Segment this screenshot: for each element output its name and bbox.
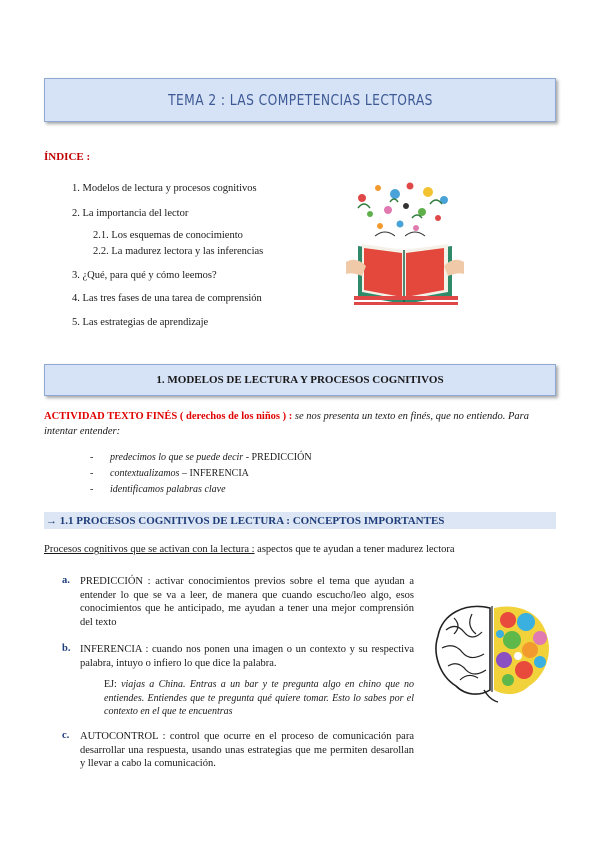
open-book-illustration xyxy=(340,178,470,308)
index-heading: ÍNDICE : xyxy=(44,151,91,163)
procesos-intro-underlined: Procesos cognitivos que se activan con la lectura : xyxy=(44,544,255,555)
activity-label: ACTIVIDAD TEXTO FINÉS ( derechos de los niños ) : xyxy=(44,411,293,422)
bullet-item-3 xyxy=(90,484,226,495)
item-b-text: INFERENCIA : cuando nos ponen una imagen o un contexto y su respectiva palabra, intuyo o infiero lo que dice la palabra. xyxy=(80,644,414,669)
bullet-text: identificamos palabras clave xyxy=(110,484,226,495)
index-item-2: 2. La importancia del lector xyxy=(72,208,189,219)
procesos-intro-rest: aspectos que te ayudan a tener madurez lectora xyxy=(254,544,455,555)
bullet-mark: - xyxy=(90,484,94,495)
section-1-banner xyxy=(44,364,556,396)
bullet-suffix: - PREDICCIÓN xyxy=(243,452,312,463)
index-item-2-1: 2.1. Los esquemas de conocimiento xyxy=(93,230,243,241)
example-paragraph xyxy=(104,678,414,719)
bullet-text: predecimos lo que se puede decir xyxy=(110,452,244,463)
example-text: viajas a China. Entras a un bar y te pregunta algo en chino que no entiendes. Entiendes que te pregunta qué quiere tomar. Esto lo sabes por el contexto en el que te encuentras xyxy=(104,679,414,717)
activity-text: se nos presenta un texto en finés, que no entiendo. Para intentar entender: xyxy=(44,411,529,437)
example-prefix: EJ: xyxy=(104,679,117,690)
title-banner xyxy=(44,78,556,122)
item-a-letter: a. xyxy=(62,575,70,586)
item-c-text: AUTOCONTROL : control que ocurre en el proceso de comunicación para desarrollar una respuesta, usando unas estrategias que me permiten desarollan y llevar a cabo la comunicación. xyxy=(80,731,414,769)
procesos-intro xyxy=(44,544,455,555)
index-item-5: 5. Las estrategias de aprendizaje xyxy=(72,317,209,328)
bullet-mark: - xyxy=(90,452,94,463)
bullet-mark: - xyxy=(90,468,94,479)
section-1-heading: 1. MODELOS DE LECTURA Y PROCESOS COGNITIVOS xyxy=(156,374,444,386)
item-a-text: PREDICCIÓN : activar conocimientos previos sobre el tema que ayudan a entender lo que se va a leer, de manera que cuando escucho/leo algo, esos conocimientos que he anticipado, me ayudan a tener una mejor comprensión del texto xyxy=(80,576,414,628)
subsection-bar xyxy=(44,512,556,529)
item-b-letter: b. xyxy=(62,643,71,654)
flowers-icon xyxy=(358,183,448,237)
bullet-item-2 xyxy=(90,468,249,479)
index-item-1: 1. Modelos de lectura y procesos cognitivos xyxy=(72,183,257,194)
subsection-heading: → 1.1 PROCESOS COGNITIVOS DE LECTURA : CONCEPTOS IMPORTANTES xyxy=(46,514,445,527)
item-c-letter: c. xyxy=(62,730,70,741)
bullet-suffix: – INFERENCIA xyxy=(179,468,249,479)
index-item-4: 4. Las tres fases de una tarea de comprensión xyxy=(72,293,262,304)
index-item-2-2: 2.2. La madurez lectora y las inferencias xyxy=(93,246,264,257)
bullet-item-1 xyxy=(90,452,312,463)
brain-illustration xyxy=(430,600,555,705)
page-title: TEMA 2 : LAS COMPETENCIAS LECTORAS xyxy=(167,91,433,109)
index-item-3: 3. ¿Qué, para qué y cómo leemos? xyxy=(72,270,217,281)
activity-paragraph xyxy=(44,409,560,439)
bullet-text: contextualizamos xyxy=(110,468,180,479)
